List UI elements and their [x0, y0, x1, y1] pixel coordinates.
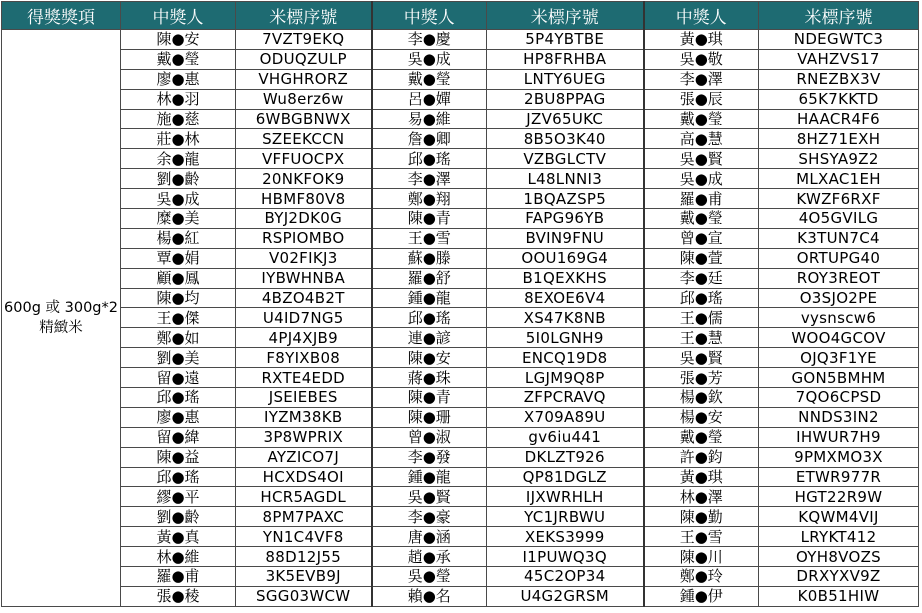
winner-name-cell: 吳●成 — [121, 189, 236, 209]
rice-code-cell: 4BZO4B2T — [236, 288, 372, 308]
winner-name-cell: 廖●惠 — [121, 407, 236, 427]
winner-name-cell: 陳●勤 — [644, 507, 759, 527]
winner-name-cell: 陳●安 — [372, 348, 487, 368]
winner-name-cell: 留●緯 — [121, 427, 236, 447]
winner-name-cell: 許●鈞 — [644, 447, 759, 467]
header-winner-3: 中獎人 — [644, 2, 759, 30]
winner-name-cell: 王●傑 — [121, 308, 236, 328]
rice-code-cell: 3P8WPRIX — [236, 427, 372, 447]
winner-name-cell: 李●廷 — [644, 268, 759, 288]
rice-code-cell: BVIN9FNU — [487, 228, 644, 248]
table-row — [2, 169, 919, 189]
rice-code-cell: F8YIXB08 — [236, 348, 372, 368]
winner-name-cell: 邱●瑤 — [121, 388, 236, 408]
rice-code-cell: IYBWHNBA — [236, 268, 372, 288]
winner-name-cell: 劉●美 — [121, 348, 236, 368]
rice-code-cell: LRYKT412 — [759, 527, 919, 547]
rice-code-cell: VAHZVS17 — [759, 49, 919, 69]
rice-code-cell: 2BU8PPAG — [487, 89, 644, 109]
winner-name-cell: 羅●舒 — [372, 268, 487, 288]
header-code-3: 米標序號 — [759, 2, 919, 30]
rice-code-cell: I1PUWQ3Q — [487, 547, 644, 567]
rice-code-cell: 4PJ4XJB9 — [236, 328, 372, 348]
header-row — [2, 2, 919, 30]
rice-code-cell: ODUQZULP — [236, 49, 372, 69]
rice-code-cell: SZEEKCCN — [236, 129, 372, 149]
rice-code-cell: RSPIOMBO — [236, 228, 372, 248]
winner-name-cell: 覃●娟 — [121, 248, 236, 268]
winner-name-cell: 蔣●珠 — [372, 368, 487, 388]
table-row — [2, 268, 919, 288]
rice-code-cell: XEKS3999 — [487, 527, 644, 547]
winner-name-cell: 廖●惠 — [121, 69, 236, 89]
table-row — [2, 586, 919, 606]
winner-name-cell: 戴●瑩 — [644, 209, 759, 229]
rice-code-cell: HCR5AGDL — [236, 487, 372, 507]
rice-code-cell: K0B51HIW — [759, 586, 919, 606]
rice-code-cell: Wu8erz6w — [236, 89, 372, 109]
winner-name-cell: 鄭●如 — [121, 328, 236, 348]
rice-code-cell: 9PMXMO3X — [759, 447, 919, 467]
rice-code-cell: IHWUR7H9 — [759, 427, 919, 447]
winner-name-cell: 曾●淑 — [372, 427, 487, 447]
winner-name-cell: 賴●名 — [372, 586, 487, 606]
header-code-1: 米標序號 — [236, 2, 372, 30]
rice-code-cell: 5P4YBTBE — [487, 30, 644, 50]
rice-code-cell: BYJ2DK0G — [236, 209, 372, 229]
winner-name-cell: 吳●瑩 — [372, 567, 487, 587]
rice-code-cell: JSEIEBES — [236, 388, 372, 408]
table-row — [2, 248, 919, 268]
winner-name-cell: 劉●齡 — [121, 507, 236, 527]
rice-code-cell: 45C2OP34 — [487, 567, 644, 587]
table-row — [2, 49, 919, 69]
rice-code-cell: IJXWRHLH — [487, 487, 644, 507]
winner-name-cell: 呂●嬋 — [372, 89, 487, 109]
rice-code-cell: HGT22R9W — [759, 487, 919, 507]
winner-name-cell: 林●澤 — [644, 487, 759, 507]
winners-table — [1, 1, 919, 607]
rice-code-cell: 8EXOE6V4 — [487, 288, 644, 308]
winner-name-cell: 糜●美 — [121, 209, 236, 229]
winner-name-cell: 黃●琪 — [644, 30, 759, 50]
rice-code-cell: X709A89U — [487, 407, 644, 427]
winner-name-cell: 楊●紅 — [121, 228, 236, 248]
rice-code-cell: VZBGLCTV — [487, 149, 644, 169]
rice-code-cell: DRXYXV9Z — [759, 567, 919, 587]
rice-code-cell: HP8FRHBA — [487, 49, 644, 69]
winner-name-cell: 李●澤 — [372, 169, 487, 189]
rice-code-cell: QP81DGLZ — [487, 467, 644, 487]
winner-name-cell: 邱●瑤 — [372, 308, 487, 328]
winner-name-cell: 楊●安 — [644, 407, 759, 427]
rice-code-cell: LNTY6UEG — [487, 69, 644, 89]
header-prize: 得獎獎項 — [2, 2, 121, 30]
rice-code-cell: gv6iu441 — [487, 427, 644, 447]
rice-code-cell: U4G2GRSM — [487, 586, 644, 606]
rice-code-cell: vysnscw6 — [759, 308, 919, 328]
winner-name-cell: 李●發 — [372, 447, 487, 467]
winner-name-cell: 留●遠 — [121, 368, 236, 388]
winner-name-cell: 張●稜 — [121, 586, 236, 606]
rice-code-cell: 7QO6CPSD — [759, 388, 919, 408]
rice-code-cell: OYH8VOZS — [759, 547, 919, 567]
rice-code-cell: 7VZT9EKQ — [236, 30, 372, 50]
rice-code-cell: 8HZ71EXH — [759, 129, 919, 149]
winner-name-cell: 王●慧 — [644, 328, 759, 348]
table-row — [2, 547, 919, 567]
table-row — [2, 567, 919, 587]
winner-name-cell: 戴●瑩 — [372, 69, 487, 89]
rice-code-cell: NDEGWTC3 — [759, 30, 919, 50]
winner-name-cell: 唐●涵 — [372, 527, 487, 547]
winner-name-cell: 易●維 — [372, 109, 487, 129]
rice-code-cell: VHGHRORZ — [236, 69, 372, 89]
table-row — [2, 467, 919, 487]
table-row — [2, 189, 919, 209]
header-winner-1: 中獎人 — [121, 2, 236, 30]
table-body — [2, 30, 919, 607]
winner-name-cell: 陳●安 — [121, 30, 236, 50]
winner-name-cell: 陳●川 — [644, 547, 759, 567]
winner-name-cell: 吳●敬 — [644, 49, 759, 69]
winner-name-cell: 吳●賢 — [644, 348, 759, 368]
winner-name-cell: 林●羽 — [121, 89, 236, 109]
rice-code-cell: L48LNNI3 — [487, 169, 644, 189]
winner-name-cell: 陳●青 — [372, 388, 487, 408]
table-row — [2, 427, 919, 447]
rice-code-cell: HBMF80V8 — [236, 189, 372, 209]
rice-code-cell: K3TUN7C4 — [759, 228, 919, 248]
winner-name-cell: 吳●賢 — [644, 149, 759, 169]
rice-code-cell: RNEZBX3V — [759, 69, 919, 89]
rice-code-cell: B1QEXKHS — [487, 268, 644, 288]
winner-name-cell: 施●慈 — [121, 109, 236, 129]
winner-name-cell: 鄭●玲 — [644, 567, 759, 587]
rice-code-cell: RXTE4EDD — [236, 368, 372, 388]
winners-table-container — [1, 1, 919, 607]
winner-name-cell: 李●豪 — [372, 507, 487, 527]
table-row — [2, 149, 919, 169]
winner-name-cell: 李●澤 — [644, 69, 759, 89]
rice-code-cell: DKLZT926 — [487, 447, 644, 467]
prize-cell: 600g 或 300g*2 精緻米 — [2, 30, 121, 607]
winner-name-cell: 連●諺 — [372, 328, 487, 348]
rice-code-cell: VFFUOCPX — [236, 149, 372, 169]
rice-code-cell: KWZF6RXF — [759, 189, 919, 209]
rice-code-cell: HAACR4F6 — [759, 109, 919, 129]
winner-name-cell: 詹●卿 — [372, 129, 487, 149]
winner-name-cell: 鍾●龍 — [372, 467, 487, 487]
rice-code-cell: MLXAC1EH — [759, 169, 919, 189]
rice-code-cell: 5I0LGNH9 — [487, 328, 644, 348]
table-row — [2, 328, 919, 348]
rice-code-cell: JZV65UKC — [487, 109, 644, 129]
header-winner-2: 中獎人 — [372, 2, 487, 30]
winner-name-cell: 王●雪 — [372, 228, 487, 248]
rice-code-cell: IYZM38KB — [236, 407, 372, 427]
winner-name-cell: 羅●甫 — [121, 567, 236, 587]
winner-name-cell: 吳●賢 — [372, 487, 487, 507]
rice-code-cell: 88D12J55 — [236, 547, 372, 567]
table-row — [2, 407, 919, 427]
winner-name-cell: 趙●承 — [372, 547, 487, 567]
rice-code-cell: V02FIKJ3 — [236, 248, 372, 268]
rice-code-cell: XS47K8NB — [487, 308, 644, 328]
rice-code-cell: GON5BMHM — [759, 368, 919, 388]
winner-name-cell: 邱●瑤 — [121, 467, 236, 487]
winner-name-cell: 顧●鳳 — [121, 268, 236, 288]
table-row — [2, 348, 919, 368]
winner-name-cell: 羅●甫 — [644, 189, 759, 209]
rice-code-cell: ETWR977R — [759, 467, 919, 487]
winner-name-cell: 邱●瑤 — [644, 288, 759, 308]
winner-name-cell: 楊●欽 — [644, 388, 759, 408]
winner-name-cell: 蘇●滕 — [372, 248, 487, 268]
winner-name-cell: 王●雪 — [644, 527, 759, 547]
winner-name-cell: 陳●益 — [121, 447, 236, 467]
winner-name-cell: 王●儒 — [644, 308, 759, 328]
rice-code-cell: O3SJO2PE — [759, 288, 919, 308]
winner-name-cell: 張●辰 — [644, 89, 759, 109]
winner-name-cell: 吳●成 — [372, 49, 487, 69]
winner-name-cell: 曾●宣 — [644, 228, 759, 248]
winner-name-cell: 劉●齡 — [121, 169, 236, 189]
winner-name-cell: 繆●平 — [121, 487, 236, 507]
rice-code-cell: 8B5O3K40 — [487, 129, 644, 149]
rice-code-cell: WOO4GCOV — [759, 328, 919, 348]
table-row — [2, 129, 919, 149]
winner-name-cell: 邱●瑤 — [372, 149, 487, 169]
winner-name-cell: 莊●林 — [121, 129, 236, 149]
rice-code-cell: 1BQAZSP5 — [487, 189, 644, 209]
rice-code-cell: 6WBGBNWX — [236, 109, 372, 129]
table-row — [2, 487, 919, 507]
rice-code-cell: OOU169G4 — [487, 248, 644, 268]
rice-code-cell: SHSYA9Z2 — [759, 149, 919, 169]
rice-code-cell: SGG03WCW — [236, 586, 372, 606]
winner-name-cell: 陳●青 — [372, 209, 487, 229]
rice-code-cell: NNDS3IN2 — [759, 407, 919, 427]
winner-name-cell: 黃●真 — [121, 527, 236, 547]
rice-code-cell: ORTUPG40 — [759, 248, 919, 268]
winner-name-cell: 林●維 — [121, 547, 236, 567]
rice-code-cell: U4ID7NG5 — [236, 308, 372, 328]
winner-name-cell: 高●慧 — [644, 129, 759, 149]
rice-code-cell: YC1JRBWU — [487, 507, 644, 527]
winner-name-cell: 鍾●伊 — [644, 586, 759, 606]
table-row — [2, 209, 919, 229]
rice-code-cell: KQWM4VIJ — [759, 507, 919, 527]
winner-name-cell: 陳●珊 — [372, 407, 487, 427]
rice-code-cell: HCXDS4OI — [236, 467, 372, 487]
table-row — [2, 447, 919, 467]
rice-code-cell: FAPG96YB — [487, 209, 644, 229]
rice-code-cell: ZFPCRAVQ — [487, 388, 644, 408]
table-row — [2, 288, 919, 308]
table-row — [2, 69, 919, 89]
winner-name-cell: 戴●瑩 — [644, 109, 759, 129]
rice-code-cell: 8PM7PAXC — [236, 507, 372, 527]
winner-name-cell: 戴●瑩 — [644, 427, 759, 447]
rice-code-cell: OJQ3F1YE — [759, 348, 919, 368]
rice-code-cell: AYZICO7J — [236, 447, 372, 467]
winner-name-cell: 余●龍 — [121, 149, 236, 169]
header-code-2: 米標序號 — [487, 2, 644, 30]
table-row — [2, 527, 919, 547]
rice-code-cell: 20NKFOK9 — [236, 169, 372, 189]
table-row — [2, 30, 919, 50]
table-row — [2, 507, 919, 527]
winner-name-cell: 鄭●翔 — [372, 189, 487, 209]
winner-name-cell: 吳●成 — [644, 169, 759, 189]
rice-code-cell: LGJM9Q8P — [487, 368, 644, 388]
rice-code-cell: YN1C4VF8 — [236, 527, 372, 547]
winner-name-cell: 黃●琪 — [644, 467, 759, 487]
rice-code-cell: 3K5EVB9J — [236, 567, 372, 587]
winner-name-cell: 鍾●龍 — [372, 288, 487, 308]
winner-name-cell: 李●慶 — [372, 30, 487, 50]
winner-name-cell: 陳●萱 — [644, 248, 759, 268]
rice-code-cell: 4O5GVILG — [759, 209, 919, 229]
table-row — [2, 368, 919, 388]
rice-code-cell: ROY3REOT — [759, 268, 919, 288]
rice-code-cell: ENCQ19D8 — [487, 348, 644, 368]
winner-name-cell: 陳●均 — [121, 288, 236, 308]
table-row — [2, 228, 919, 248]
rice-code-cell: 65K7KKTD — [759, 89, 919, 109]
table-row — [2, 308, 919, 328]
table-row — [2, 89, 919, 109]
winner-name-cell: 張●芳 — [644, 368, 759, 388]
winner-name-cell: 戴●瑩 — [121, 49, 236, 69]
table-row — [2, 388, 919, 408]
table-row — [2, 109, 919, 129]
